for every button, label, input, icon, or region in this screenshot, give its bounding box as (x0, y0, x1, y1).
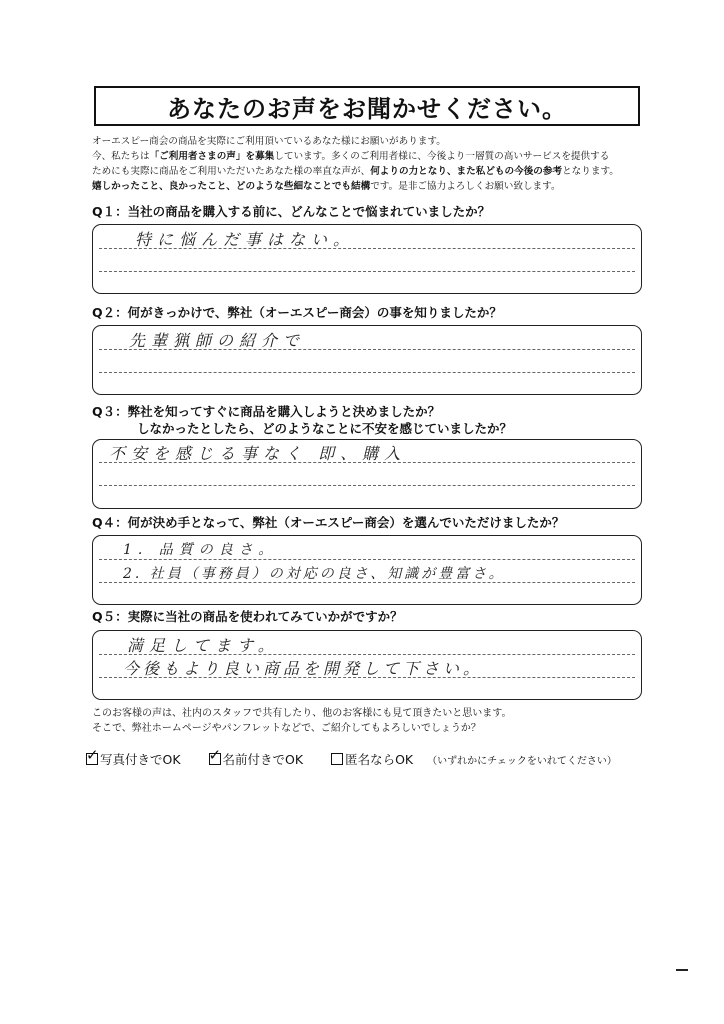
intro-line-3-bold: 何よりの力となり、また私どもの今後の参考 (370, 166, 563, 177)
consent-line-1: このお客様の声は、社内のスタッフで共有したり、他のお客様にも見て頂きたいと思います。 (92, 708, 512, 719)
checkbox-name[interactable] (208, 746, 222, 765)
answer-5-text-2: 今後もより良い商品を開発して下さい。 (123, 659, 484, 678)
answer-5-text-1: 満足してます。 (127, 636, 280, 655)
question-2-label: Q２：何がきっかけで、弊社（オーエスピー商会）の事を知りましたか？ (92, 305, 502, 320)
answer-box-4[interactable] (92, 535, 642, 605)
answer-3-text: 不安を感じる事なく 即、購入 (109, 444, 407, 463)
intro-line-2-bold: 「ご利用者さまの声」を募集 (149, 151, 275, 162)
answer-2-text: 先輩猟師の紹介で (129, 331, 306, 350)
answer-1-text: 特に悩んだ事はない。 (135, 230, 356, 249)
answer-4-text-2: 2. 社員（事務員）の対応の良さ、知識が豊富さ。 (123, 566, 506, 582)
intro-line-3-post: となります。 (562, 166, 619, 177)
intro-line-2-post: しています。多くのご利用者様に、今後より一層質の高いサービスを提供する (274, 151, 610, 162)
intro-line-3-pre: ためにも実際に商品をご利用いただいたあなた様の率直な声が、 (92, 166, 371, 177)
answer-box-2[interactable] (92, 325, 642, 395)
question-5-label: Q５：実際に当社の商品を使われてみていかがですか？ (92, 609, 403, 624)
answer-box-1[interactable] (92, 224, 642, 294)
intro-line-4-bold: 嬉しかったこと、良かったこと、どのような些細なことでも結構 (92, 181, 371, 192)
check-mark-icon: ✓ (208, 746, 222, 764)
option-photo-ok[interactable] (86, 746, 181, 768)
option-anonymous-label: 匿名ならOK (345, 752, 414, 767)
intro-line-3 (92, 164, 682, 179)
option-photo-label: 写真付きでOK (100, 752, 181, 767)
question-1-label: Q１：当社の商品を購入する前に、どんなことで悩まれていましたか？ (92, 204, 491, 219)
ruled-line (99, 271, 635, 272)
question-3-label-2: しなかったとしたら、どのようなことに不安を感じていましたか？ (137, 421, 513, 436)
answer-box-5[interactable] (92, 630, 642, 700)
ruled-line (99, 559, 635, 560)
intro-line-2-pre: 今、私たちは (92, 151, 150, 162)
option-name-label: 名前付きでOK (222, 752, 304, 767)
checkbox-anonymous[interactable] (331, 753, 343, 765)
intro-text (92, 134, 682, 194)
intro-line-1: オーエスピー商会の商品を実際にご利用頂いているあなた様にお願いがあります。 (92, 136, 446, 147)
intro-line-4 (92, 179, 682, 194)
answer-4-text-1: 1. 品質の良さ。 (123, 542, 279, 558)
question-3-label: Q３：弊社を知ってすぐに商品を購入しようと決めましたか？ (92, 404, 441, 419)
consent-text (92, 706, 512, 736)
consent-line-2: そこで、弊社ホームページやパンフレットなどで、ご紹介してもよろしいでしょうか？ (92, 723, 481, 734)
check-mark-icon: ✓ (86, 746, 99, 764)
form-title: あなたのお声をお聞かせください。 (94, 86, 640, 126)
answer-box-3[interactable] (92, 439, 642, 509)
options-instruction: （いずれかにチェックをいれてください） (427, 755, 617, 767)
question-4-label: Q４：何が決め手となって、弊社（オーエスピー商会）を選んでいただけましたか？ (92, 515, 565, 530)
intro-line-2 (92, 149, 682, 164)
consent-options (86, 748, 646, 770)
ruled-line (99, 485, 635, 486)
intro-line-4-post: です。是非ご協力よろしくお願い致します。 (370, 181, 561, 192)
page-mark (676, 969, 688, 971)
option-name-ok[interactable] (208, 746, 304, 768)
option-anonymous-ok[interactable] (331, 750, 413, 768)
checkbox-photo[interactable] (86, 746, 99, 765)
ruled-line (99, 372, 635, 373)
